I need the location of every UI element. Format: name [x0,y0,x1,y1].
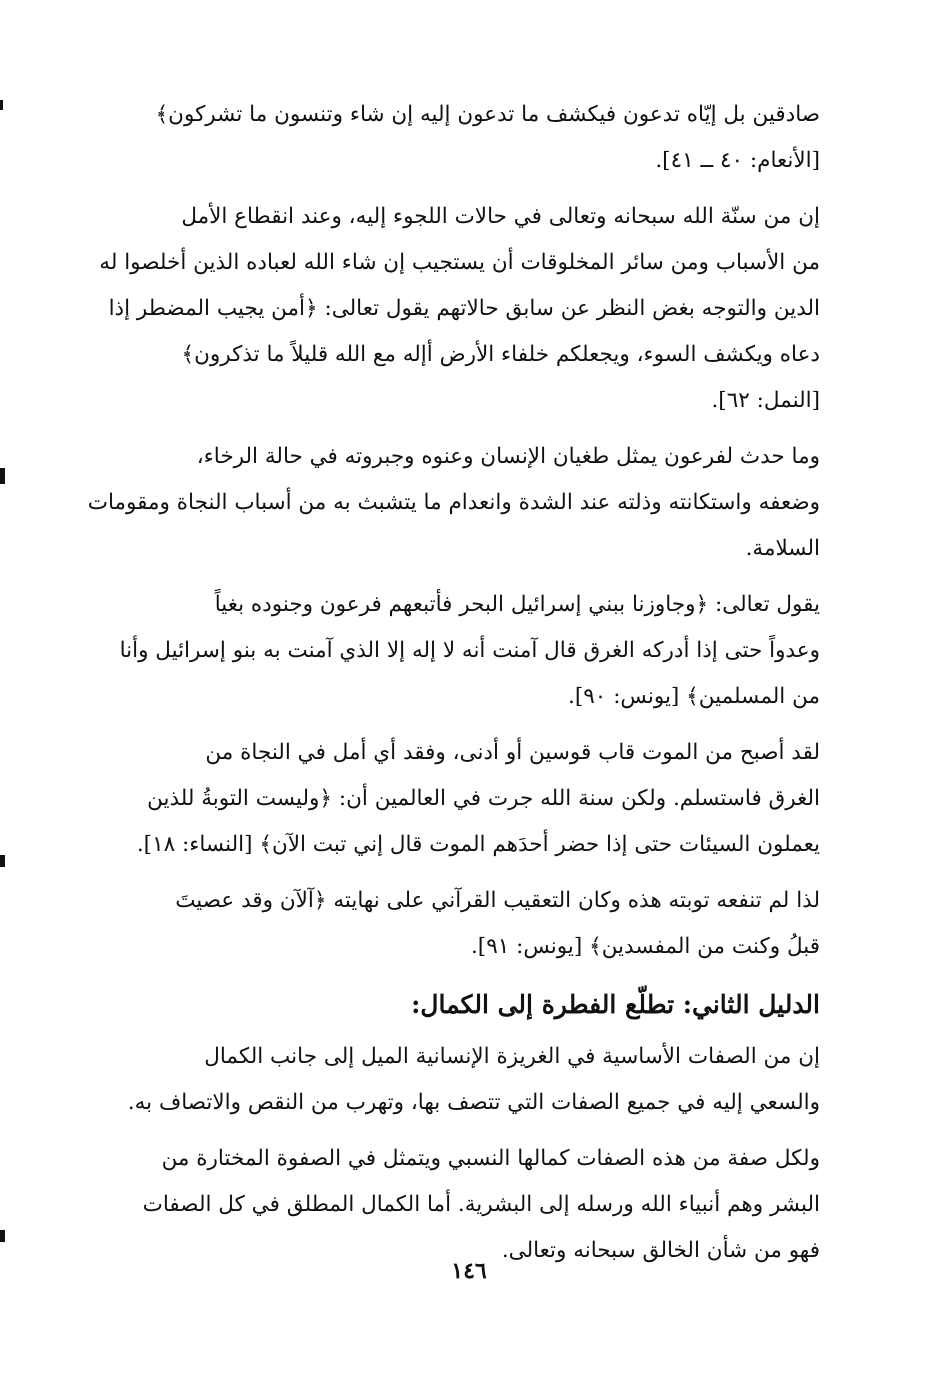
scan-edge-mark-1 [0,100,3,110]
text-line: إن من الصفات الأساسية في الغريزة الإنسانية الميل إلى جانب الكمال [204,1044,820,1069]
text-line: [النمل: ٦٢]. [711,388,820,413]
text-line: قبلُ وكنت من المفسدين﴾ [يونس: ٩١]. [470,934,820,959]
paragraph-2 [72,194,820,424]
text-line: لقد أصبح من الموت قاب قوسين أو أدنى، وفقد أي أمل في النجاة من [205,740,820,765]
text-line: البشر وهم أنبياء الله ورسله إلى البشرية. أما الكمال المطلق في كل الصفات [142,1192,820,1217]
text-line: من الأسباب ومن سائر المخلوقات أن يستجيب إن شاء الله لعباده الذين أخلصوا له [99,250,820,275]
text-line: الدين والتوجه بغض النظر عن سابق حالاتهم يقول تعالى: ﴿أمن يجيب المضطر إذا [108,296,820,321]
text-line: وضعفه واستكانته وذلته عند الشدة وانعدام ما يتشبث به من أسباب النجاة ومقومات [87,490,820,515]
paragraph-8 [72,1136,820,1274]
text-line: إن من سنّة الله سبحانه وتعالى في حالات اللجوء إليه، وعند انقطاع الأمل [181,204,820,229]
paragraph-3 [72,434,820,572]
text-line: السلامة. [745,536,820,561]
text-line: ولكل صفة من هذه الصفات كمالها النسبي ويتمثل في الصفوة المختارة من [161,1146,820,1171]
text-line: الغرق فاستسلم. ولكن سنة الله جرت في العالمين أن: ﴿وليست التوبةُ للذين [147,786,820,811]
text-line: [الأنعام: ٤٠ ــ ٤١]. [655,148,820,173]
scan-edge-mark-4 [0,1230,5,1242]
text-line: لذا لم تنفعه توبته هذه وكان التعقيب القرآني على نهايته ﴿آلآن وقد عصيتَ [175,888,820,913]
text-line: دعاه ويكشف السوء، ويجعلكم خلفاء الأرض أإله مع الله قليلاً ما تذكرون﴾ [181,342,820,367]
text-line: فهو من شأن الخالق سبحانه وتعالى. [501,1238,820,1263]
text-line: يقول تعالى: ﴿وجاوزنا ببني إسرائيل البحر فأتبعهم فرعون وجنوده بغياً [214,592,820,617]
paragraph-4 [72,582,820,720]
paragraph-6 [72,878,820,970]
page-number: ١٤٦ [451,1258,487,1284]
paragraph-5 [72,730,820,868]
page-body [72,92,820,1284]
text-line: وعدواً حتى إذا أدركه الغرق قال آمنت أنه لا إله إلا الذي آمنت به بنو إسرائيل وأنا [119,638,820,663]
paragraph-1 [72,92,820,184]
scan-edge-mark-2 [0,468,5,484]
text-line: من المسلمين﴾ [يونس: ٩٠]. [568,684,820,709]
scan-edge-mark-3 [0,855,5,867]
text-line: يعملون السيئات حتى إذا حضر أحدَهم الموت قال إني تبت الآن﴾ [النساء: ١٨]. [136,832,820,857]
text-line: والسعي إليه في جميع الصفات التي تتصف بها، وتهرب من النقص والاتصاف به. [127,1090,820,1115]
section-heading: الدليل الثاني: تطلّع الفطرة إلى الكمال: [411,990,820,1019]
text-line: صادقين بل إيّاه تدعون فيكشف ما تدعون إليه إن شاء وتنسون ما تشركون﴾ [155,102,820,127]
text-line: وما حدث لفرعون يمثل طغيان الإنسان وعنوه وجبروته في حالة الرخاء، [196,444,820,469]
paragraph-7 [72,1034,820,1126]
